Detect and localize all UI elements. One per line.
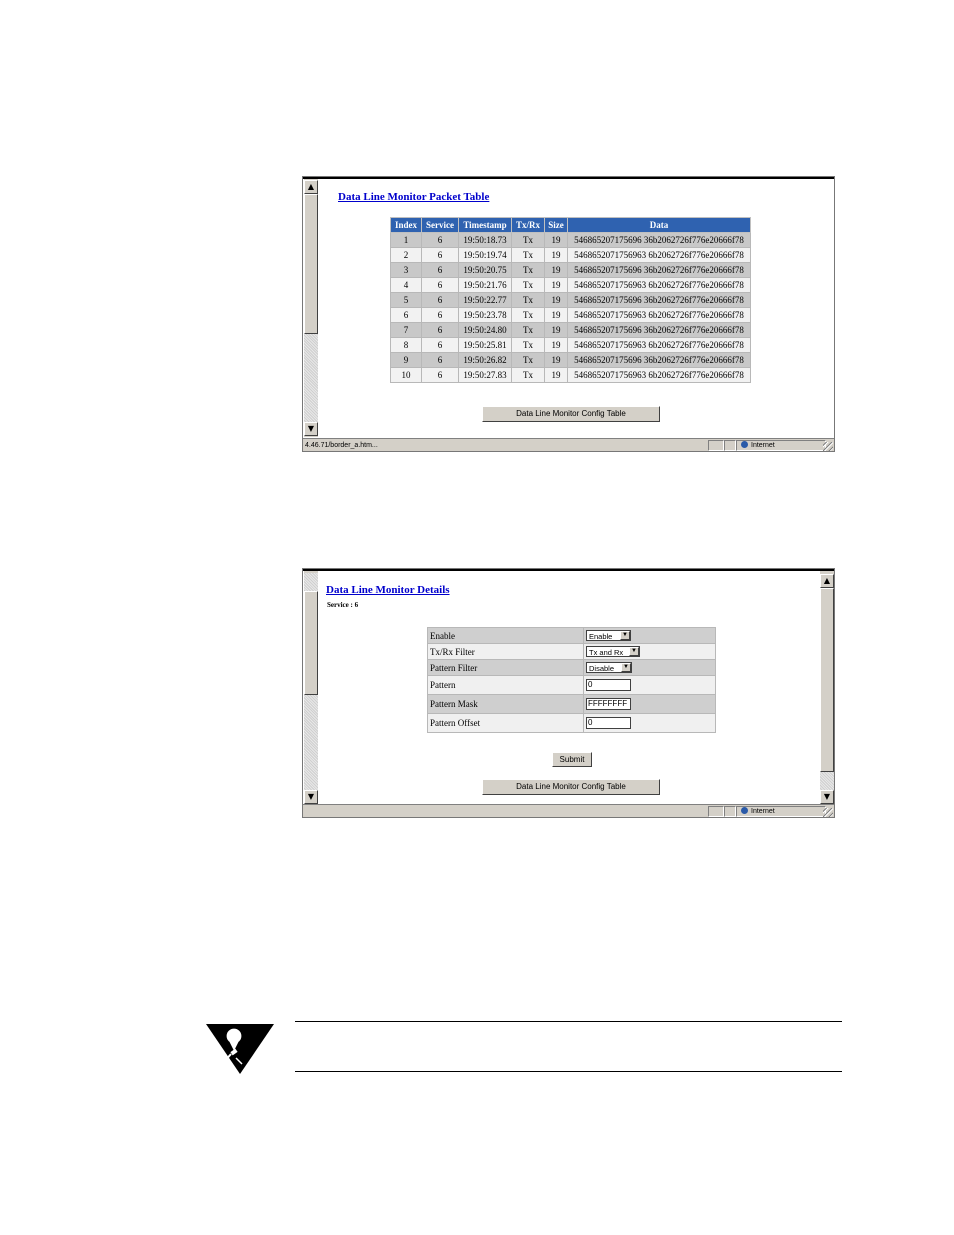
cell-data: 5468652071756963 6b2062726f776e20666f78 [568, 248, 751, 263]
window-edge-tick [707, 568, 708, 571]
form-row-pattern-offset [428, 714, 716, 733]
cell-service: 6 [422, 233, 459, 248]
scroll-down-icon[interactable]: ▼ [304, 790, 318, 804]
table-row [391, 263, 751, 278]
details-window [302, 568, 835, 818]
select-value: Enable [589, 632, 613, 642]
status-pane [708, 440, 724, 451]
col-size: Size [545, 218, 568, 233]
table-row [391, 293, 751, 308]
cell-data: 5468652071756963 6b2062726f776e20666f78 [568, 368, 751, 383]
cell-timestamp: 19:50:27.83 [459, 368, 512, 383]
window-top-edge [303, 177, 834, 179]
scroll-thumb[interactable] [304, 194, 318, 334]
dropdown-arrow-icon[interactable]: ▼ [629, 647, 639, 656]
cell-size: 19 [545, 278, 568, 293]
cell-txrx: Tx [512, 263, 545, 278]
cell-timestamp: 19:50:25.81 [459, 338, 512, 353]
status-zone-label: Internet [751, 808, 775, 815]
cell-txrx: Tx [512, 308, 545, 323]
field-value-cell [584, 714, 716, 733]
vertical-scrollbar[interactable] [304, 179, 318, 437]
field-label: Enable [428, 628, 584, 644]
table-row [391, 308, 751, 323]
cell-data: 546865207175696 36b2062726f776e20666f78 [568, 263, 751, 278]
txrx-filter-select[interactable] [586, 646, 640, 657]
service-label: Service : 6 [327, 601, 359, 609]
cell-size: 19 [545, 263, 568, 278]
scroll-down-icon[interactable]: ▼ [304, 422, 318, 436]
scroll-up-icon[interactable]: ▲ [820, 574, 834, 588]
status-url: 4.46.71/border_a.htm... [305, 442, 378, 449]
status-bar [303, 804, 834, 818]
scroll-thumb[interactable] [304, 591, 318, 695]
cell-index: 10 [391, 368, 422, 383]
field-label: Pattern Mask [428, 695, 584, 714]
cell-service: 6 [422, 263, 459, 278]
pattern-offset-input[interactable]: 0 [586, 717, 631, 729]
cell-data: 546865207175696 36b2062726f776e20666f78 [568, 353, 751, 368]
cell-service: 6 [422, 293, 459, 308]
cell-size: 19 [545, 368, 568, 383]
config-table-button[interactable]: Data Line Monitor Config Table [482, 406, 660, 422]
vertical-scrollbar[interactable] [820, 571, 834, 804]
form-row-pattern-filter [428, 660, 716, 676]
pattern-input[interactable]: 0 [586, 679, 631, 691]
status-pane [708, 806, 724, 817]
form-row-pattern [428, 676, 716, 695]
cell-service: 6 [422, 248, 459, 263]
field-label: Pattern Offset [428, 714, 584, 733]
cell-service: 6 [422, 368, 459, 383]
status-bar [303, 438, 834, 452]
cell-txrx: Tx [512, 338, 545, 353]
enable-select[interactable] [586, 630, 631, 641]
window-edge-tick [707, 176, 708, 179]
cell-timestamp: 19:50:20.75 [459, 263, 512, 278]
cell-service: 6 [422, 308, 459, 323]
packet-table-header [391, 218, 751, 233]
table-row [391, 323, 751, 338]
cell-index: 9 [391, 353, 422, 368]
cell-index: 6 [391, 308, 422, 323]
cell-timestamp: 19:50:23.78 [459, 308, 512, 323]
field-value-cell [584, 660, 716, 676]
config-table-button[interactable]: Data Line Monitor Config Table [482, 779, 660, 795]
field-label: Pattern [428, 676, 584, 695]
lightbulb-note-icon [204, 1020, 276, 1076]
table-row [391, 248, 751, 263]
cell-timestamp: 19:50:26.82 [459, 353, 512, 368]
form-row-enable [428, 628, 716, 644]
submit-button[interactable]: Submit [552, 752, 592, 767]
cell-data: 546865207175696 36b2062726f776e20666f78 [568, 233, 751, 248]
cell-txrx: Tx [512, 323, 545, 338]
cell-data: 5468652071756963 6b2062726f776e20666f78 [568, 338, 751, 353]
scroll-up-icon[interactable]: ▲ [304, 180, 318, 194]
form-row-pattern-mask [428, 695, 716, 714]
select-value: Tx and Rx [589, 648, 624, 658]
dropdown-arrow-icon[interactable]: ▼ [621, 663, 631, 672]
table-row [391, 368, 751, 383]
pattern-filter-select[interactable] [586, 662, 632, 673]
internet-globe-icon [741, 441, 748, 448]
cell-timestamp: 19:50:24.80 [459, 323, 512, 338]
scroll-down-icon[interactable]: ▼ [820, 790, 834, 804]
internet-globe-icon [741, 807, 748, 814]
table-row [391, 233, 751, 248]
cell-data: 5468652071756963 6b2062726f776e20666f78 [568, 278, 751, 293]
cell-index: 7 [391, 323, 422, 338]
status-pane [724, 806, 736, 817]
cell-size: 19 [545, 338, 568, 353]
table-row [391, 338, 751, 353]
cell-index: 2 [391, 248, 422, 263]
field-label: Pattern Filter [428, 660, 584, 676]
cell-txrx: Tx [512, 293, 545, 308]
table-row [391, 353, 751, 368]
field-value-cell [584, 695, 716, 714]
details-form [427, 627, 716, 733]
cell-timestamp: 19:50:21.76 [459, 278, 512, 293]
cell-data: 546865207175696 36b2062726f776e20666f78 [568, 293, 751, 308]
cell-txrx: Tx [512, 353, 545, 368]
cell-index: 8 [391, 338, 422, 353]
col-data: Data [568, 218, 751, 233]
cell-txrx: Tx [512, 248, 545, 263]
status-pane [724, 440, 736, 451]
cell-timestamp: 19:50:19.74 [459, 248, 512, 263]
packet-table-window [302, 176, 835, 452]
resize-grip-icon[interactable] [823, 442, 833, 452]
select-value: Disable [589, 664, 615, 674]
cell-size: 19 [545, 293, 568, 308]
cell-data: 5468652071756963 6b2062726f776e20666f78 [568, 308, 751, 323]
cell-size: 19 [545, 308, 568, 323]
status-zone-label: Internet [751, 442, 775, 449]
cell-data: 546865207175696 36b2062726f776e20666f78 [568, 323, 751, 338]
resize-grip-icon[interactable] [823, 808, 833, 818]
window-top-edge [303, 569, 834, 571]
cell-index: 4 [391, 278, 422, 293]
cell-txrx: Tx [512, 233, 545, 248]
cell-size: 19 [545, 323, 568, 338]
note-rule-bottom [295, 1071, 842, 1072]
cell-timestamp: 19:50:22.77 [459, 293, 512, 308]
left-scrollbar[interactable] [304, 571, 318, 804]
packet-table [390, 217, 751, 383]
cell-service: 6 [422, 278, 459, 293]
col-txrx: Tx/Rx [512, 218, 545, 233]
cell-size: 19 [545, 353, 568, 368]
dropdown-arrow-icon[interactable]: ▼ [620, 631, 630, 640]
cell-txrx: Tx [512, 278, 545, 293]
cell-index: 3 [391, 263, 422, 278]
field-value-cell [584, 628, 716, 644]
field-label: Tx/Rx Filter [428, 644, 584, 660]
cell-size: 19 [545, 233, 568, 248]
field-value-cell [584, 676, 716, 695]
form-row-txrx-filter [428, 644, 716, 660]
note-rule-top [295, 1021, 842, 1022]
cell-timestamp: 19:50:18.73 [459, 233, 512, 248]
pattern-mask-input[interactable]: FFFFFFFF [586, 698, 631, 710]
status-zone [741, 439, 775, 452]
page-title[interactable]: Data Line Monitor Packet Table [338, 191, 490, 203]
cell-service: 6 [422, 338, 459, 353]
cell-index: 5 [391, 293, 422, 308]
field-value-cell [584, 644, 716, 660]
cell-service: 6 [422, 353, 459, 368]
col-timestamp: Timestamp [459, 218, 512, 233]
table-row [391, 278, 751, 293]
col-index: Index [391, 218, 422, 233]
scroll-thumb[interactable] [820, 588, 834, 772]
cell-index: 1 [391, 233, 422, 248]
scroll-track[interactable] [820, 772, 834, 790]
cell-service: 6 [422, 323, 459, 338]
status-zone [741, 805, 775, 818]
cell-size: 19 [545, 248, 568, 263]
cell-txrx: Tx [512, 368, 545, 383]
col-service: Service [422, 218, 459, 233]
page-title[interactable]: Data Line Monitor Details [326, 584, 450, 596]
